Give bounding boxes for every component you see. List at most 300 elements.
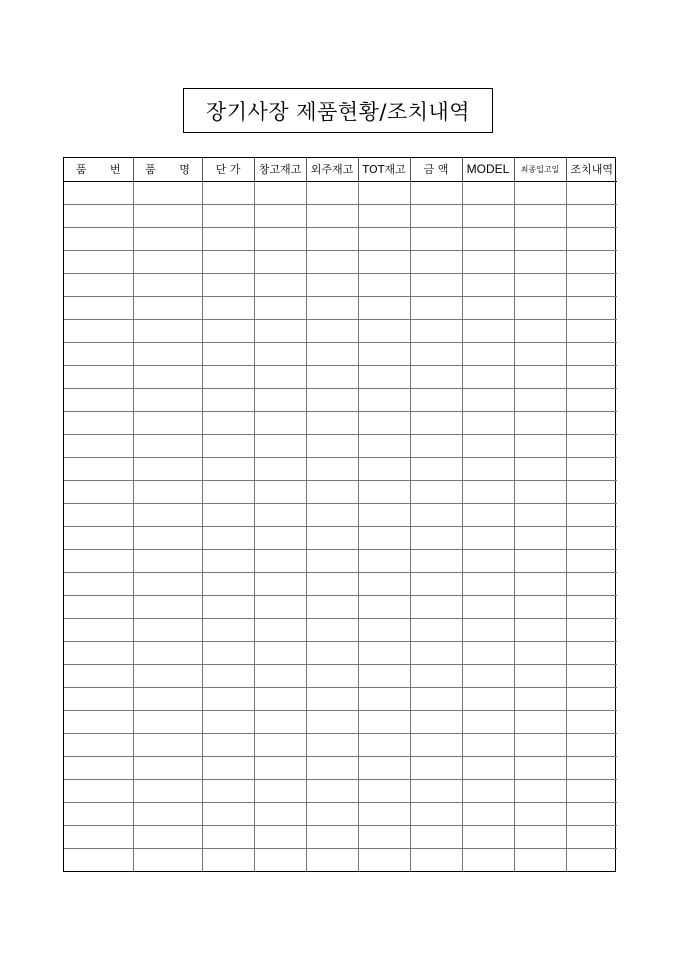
table-cell <box>64 204 133 227</box>
table-cell <box>306 480 358 503</box>
table-cell <box>133 227 202 250</box>
table-cell <box>202 733 254 756</box>
table-cell <box>64 365 133 388</box>
document-title <box>183 88 493 133</box>
table-cell <box>358 342 410 365</box>
table-cell <box>64 687 133 710</box>
table-cell <box>410 457 462 480</box>
table-cell <box>254 710 306 733</box>
table-cell <box>514 687 566 710</box>
inventory-table <box>64 158 617 871</box>
table-row <box>64 802 617 825</box>
table-cell <box>410 618 462 641</box>
table-cell <box>64 480 133 503</box>
table-cell <box>202 227 254 250</box>
table-cell <box>202 319 254 342</box>
table-cell <box>358 572 410 595</box>
table-cell <box>410 641 462 664</box>
table-cell <box>358 802 410 825</box>
table-cell <box>133 572 202 595</box>
table-cell <box>410 756 462 779</box>
table-cell <box>514 342 566 365</box>
table-cell <box>306 411 358 434</box>
table-cell <box>202 296 254 319</box>
table-cell <box>64 296 133 319</box>
table-cell <box>358 503 410 526</box>
table-cell <box>254 779 306 802</box>
table-cell <box>462 618 514 641</box>
table-cell <box>202 572 254 595</box>
table-cell <box>64 273 133 296</box>
table-cell <box>566 181 617 204</box>
table-cell <box>566 388 617 411</box>
table-cell <box>64 848 133 871</box>
table-cell <box>462 480 514 503</box>
table-row <box>64 641 617 664</box>
table-cell <box>306 618 358 641</box>
table-cell <box>306 457 358 480</box>
table-cell <box>202 848 254 871</box>
table-cell <box>64 825 133 848</box>
table-cell <box>462 733 514 756</box>
table-cell <box>566 434 617 457</box>
table-cell <box>306 664 358 687</box>
table-cell <box>358 779 410 802</box>
table-cell <box>462 779 514 802</box>
table-cell <box>133 365 202 388</box>
table-cell <box>64 549 133 572</box>
table-cell <box>410 687 462 710</box>
table-cell <box>133 710 202 733</box>
table-cell <box>566 342 617 365</box>
table-cell <box>410 296 462 319</box>
table-row <box>64 503 617 526</box>
table-cell <box>514 710 566 733</box>
table-cell <box>410 802 462 825</box>
table-cell <box>254 549 306 572</box>
table-cell <box>514 250 566 273</box>
table-cell <box>410 733 462 756</box>
table-cell <box>64 664 133 687</box>
table-cell <box>514 227 566 250</box>
document-title-text: 장기사장 제품현황/조치내역 <box>205 99 471 124</box>
table-cell <box>514 618 566 641</box>
table-row <box>64 664 617 687</box>
table-cell <box>133 296 202 319</box>
table-cell <box>462 457 514 480</box>
table-cell <box>133 618 202 641</box>
table-cell <box>514 273 566 296</box>
table-cell <box>254 411 306 434</box>
table-cell <box>64 181 133 204</box>
table-cell <box>566 250 617 273</box>
table-cell <box>133 779 202 802</box>
table-cell <box>133 802 202 825</box>
table-cell <box>202 250 254 273</box>
table-body <box>64 181 617 871</box>
table-cell <box>202 687 254 710</box>
table-cell <box>514 365 566 388</box>
table-cell <box>254 342 306 365</box>
table-cell <box>133 664 202 687</box>
table-cell <box>514 595 566 618</box>
table-cell <box>462 273 514 296</box>
table-cell <box>306 296 358 319</box>
table-cell <box>202 802 254 825</box>
table-row <box>64 756 617 779</box>
table-row <box>64 411 617 434</box>
table-cell <box>410 434 462 457</box>
table-cell <box>64 779 133 802</box>
table-cell <box>64 756 133 779</box>
table-row <box>64 549 617 572</box>
table-cell <box>514 526 566 549</box>
table-row <box>64 227 617 250</box>
table-cell <box>462 687 514 710</box>
table-cell <box>306 434 358 457</box>
table-cell <box>133 733 202 756</box>
table-cell <box>566 848 617 871</box>
table-cell <box>514 779 566 802</box>
table-cell <box>566 457 617 480</box>
table-cell <box>202 825 254 848</box>
table-cell <box>64 457 133 480</box>
table-cell <box>202 181 254 204</box>
table-cell <box>133 342 202 365</box>
table-cell <box>462 434 514 457</box>
table-cell <box>358 457 410 480</box>
table-cell <box>410 825 462 848</box>
column-header: 단 가 <box>202 158 254 181</box>
table-cell <box>566 503 617 526</box>
table-cell <box>306 825 358 848</box>
table-cell <box>202 457 254 480</box>
table-cell <box>462 342 514 365</box>
table-cell <box>358 273 410 296</box>
table-row <box>64 710 617 733</box>
table-cell <box>64 733 133 756</box>
table-cell <box>202 779 254 802</box>
table-cell <box>462 549 514 572</box>
table-cell <box>462 503 514 526</box>
table-cell <box>306 848 358 871</box>
table-cell <box>64 319 133 342</box>
table-cell <box>566 641 617 664</box>
table-cell <box>64 572 133 595</box>
table-cell <box>514 549 566 572</box>
table-row <box>64 204 617 227</box>
table-cell <box>64 227 133 250</box>
column-header: 품 번 <box>64 158 133 181</box>
table-cell <box>64 802 133 825</box>
table-cell <box>202 342 254 365</box>
table-cell <box>566 756 617 779</box>
table-cell <box>462 595 514 618</box>
table-cell <box>254 848 306 871</box>
table-row <box>64 779 617 802</box>
table-cell <box>306 204 358 227</box>
table-cell <box>254 365 306 388</box>
table-cell <box>462 572 514 595</box>
table-cell <box>358 250 410 273</box>
table-cell <box>566 526 617 549</box>
table-cell <box>254 250 306 273</box>
table-cell <box>410 319 462 342</box>
table-cell <box>64 388 133 411</box>
table-cell <box>358 388 410 411</box>
table-cell <box>514 181 566 204</box>
table-cell <box>254 227 306 250</box>
table-cell <box>254 526 306 549</box>
table-cell <box>358 618 410 641</box>
table-cell <box>306 342 358 365</box>
table-cell <box>133 848 202 871</box>
column-header: TOT재고 <box>358 158 410 181</box>
table-cell <box>202 480 254 503</box>
table-cell <box>133 756 202 779</box>
table-cell <box>566 273 617 296</box>
table-row <box>64 181 617 204</box>
table-row <box>64 273 617 296</box>
table-cell <box>133 181 202 204</box>
table-cell <box>566 779 617 802</box>
table-cell <box>202 434 254 457</box>
table-cell <box>306 181 358 204</box>
table-cell <box>64 526 133 549</box>
table-cell <box>306 572 358 595</box>
table-cell <box>462 181 514 204</box>
table-cell <box>514 641 566 664</box>
table-cell <box>358 204 410 227</box>
table-cell <box>410 595 462 618</box>
table-cell <box>462 664 514 687</box>
table-cell <box>254 733 306 756</box>
table-cell <box>566 365 617 388</box>
table-cell <box>202 641 254 664</box>
table-cell <box>462 825 514 848</box>
table-cell <box>202 618 254 641</box>
table-cell <box>133 250 202 273</box>
table-header-row <box>64 158 617 181</box>
column-header: 품 명 <box>133 158 202 181</box>
table-row <box>64 296 617 319</box>
table-cell <box>306 250 358 273</box>
table-cell <box>358 664 410 687</box>
table-cell <box>514 296 566 319</box>
table-cell <box>410 526 462 549</box>
table-cell <box>410 227 462 250</box>
table-cell <box>202 388 254 411</box>
table-cell <box>254 595 306 618</box>
table-cell <box>514 503 566 526</box>
table-cell <box>254 296 306 319</box>
table-cell <box>133 204 202 227</box>
table-cell <box>462 319 514 342</box>
table-cell <box>358 549 410 572</box>
table-cell <box>410 572 462 595</box>
table-cell <box>514 480 566 503</box>
table-row <box>64 388 617 411</box>
table-cell <box>410 365 462 388</box>
table-cell <box>358 480 410 503</box>
table-cell <box>202 503 254 526</box>
table-cell <box>133 503 202 526</box>
table-cell <box>462 756 514 779</box>
table-cell <box>358 756 410 779</box>
table-cell <box>514 457 566 480</box>
table-cell <box>254 618 306 641</box>
table-cell <box>514 319 566 342</box>
table-cell <box>462 411 514 434</box>
table-cell <box>358 365 410 388</box>
table-row <box>64 457 617 480</box>
table-cell <box>254 802 306 825</box>
table-cell <box>410 549 462 572</box>
table-cell <box>410 710 462 733</box>
table-cell <box>566 319 617 342</box>
table-cell <box>462 227 514 250</box>
table-cell <box>410 181 462 204</box>
table-cell <box>64 641 133 664</box>
table-cell <box>566 664 617 687</box>
table-cell <box>64 710 133 733</box>
table-cell <box>64 434 133 457</box>
table-cell <box>410 503 462 526</box>
table-cell <box>514 802 566 825</box>
table-cell <box>462 204 514 227</box>
table-cell <box>514 756 566 779</box>
table-cell <box>306 733 358 756</box>
table-cell <box>133 388 202 411</box>
table-cell <box>566 411 617 434</box>
table-cell <box>514 434 566 457</box>
table-cell <box>64 618 133 641</box>
table-cell <box>566 825 617 848</box>
table-cell <box>306 503 358 526</box>
table-cell <box>462 848 514 871</box>
column-header: 외주재고 <box>306 158 358 181</box>
table-cell <box>462 802 514 825</box>
table-cell <box>133 549 202 572</box>
table-cell <box>410 848 462 871</box>
table-cell <box>566 480 617 503</box>
table-cell <box>358 296 410 319</box>
table-row <box>64 733 617 756</box>
table-cell <box>566 572 617 595</box>
table-cell <box>514 204 566 227</box>
table-cell <box>358 825 410 848</box>
table-cell <box>462 526 514 549</box>
table-cell <box>133 457 202 480</box>
table-cell <box>254 457 306 480</box>
table-cell <box>254 181 306 204</box>
table-cell <box>133 595 202 618</box>
table-cell <box>462 710 514 733</box>
table-cell <box>64 595 133 618</box>
table-cell <box>410 664 462 687</box>
table-cell <box>64 503 133 526</box>
table-row <box>64 595 617 618</box>
table-cell <box>254 641 306 664</box>
table-cell <box>566 733 617 756</box>
table-cell <box>202 526 254 549</box>
table-cell <box>410 342 462 365</box>
table-cell <box>306 365 358 388</box>
table-cell <box>566 710 617 733</box>
table-cell <box>254 204 306 227</box>
table-cell <box>566 204 617 227</box>
table-cell <box>514 733 566 756</box>
table-cell <box>410 250 462 273</box>
table-cell <box>64 342 133 365</box>
table-cell <box>202 549 254 572</box>
table-cell <box>133 480 202 503</box>
table-cell <box>133 825 202 848</box>
table-cell <box>254 480 306 503</box>
table-cell <box>566 618 617 641</box>
table-cell <box>462 250 514 273</box>
table-cell <box>410 273 462 296</box>
table-cell <box>133 319 202 342</box>
table-row <box>64 319 617 342</box>
table-cell <box>358 319 410 342</box>
column-header: MODEL <box>462 158 514 181</box>
table-cell <box>306 710 358 733</box>
table-cell <box>254 825 306 848</box>
table-cell <box>358 710 410 733</box>
table-cell <box>133 411 202 434</box>
table-cell <box>254 572 306 595</box>
table-cell <box>306 549 358 572</box>
table-cell <box>566 549 617 572</box>
table-cell <box>566 687 617 710</box>
table-row <box>64 342 617 365</box>
table-cell <box>306 227 358 250</box>
table-row <box>64 687 617 710</box>
table-cell <box>410 779 462 802</box>
table-cell <box>462 365 514 388</box>
table-cell <box>202 595 254 618</box>
table-cell <box>306 526 358 549</box>
table-cell <box>514 664 566 687</box>
table-cell <box>462 296 514 319</box>
table-cell <box>64 250 133 273</box>
table-cell <box>358 411 410 434</box>
table-cell <box>410 411 462 434</box>
table-cell <box>306 687 358 710</box>
table-cell <box>254 434 306 457</box>
table-cell <box>133 434 202 457</box>
table-cell <box>462 388 514 411</box>
table-cell <box>202 756 254 779</box>
table-row <box>64 480 617 503</box>
table-cell <box>254 687 306 710</box>
table-cell <box>133 641 202 664</box>
table-cell <box>566 227 617 250</box>
table-cell <box>306 802 358 825</box>
table-row <box>64 848 617 871</box>
table-cell <box>566 802 617 825</box>
table-cell <box>358 641 410 664</box>
table-cell <box>358 687 410 710</box>
table-cell <box>410 204 462 227</box>
table-cell <box>306 641 358 664</box>
table-row <box>64 250 617 273</box>
table-cell <box>358 526 410 549</box>
table-cell <box>133 526 202 549</box>
table-cell <box>514 411 566 434</box>
table-row <box>64 825 617 848</box>
